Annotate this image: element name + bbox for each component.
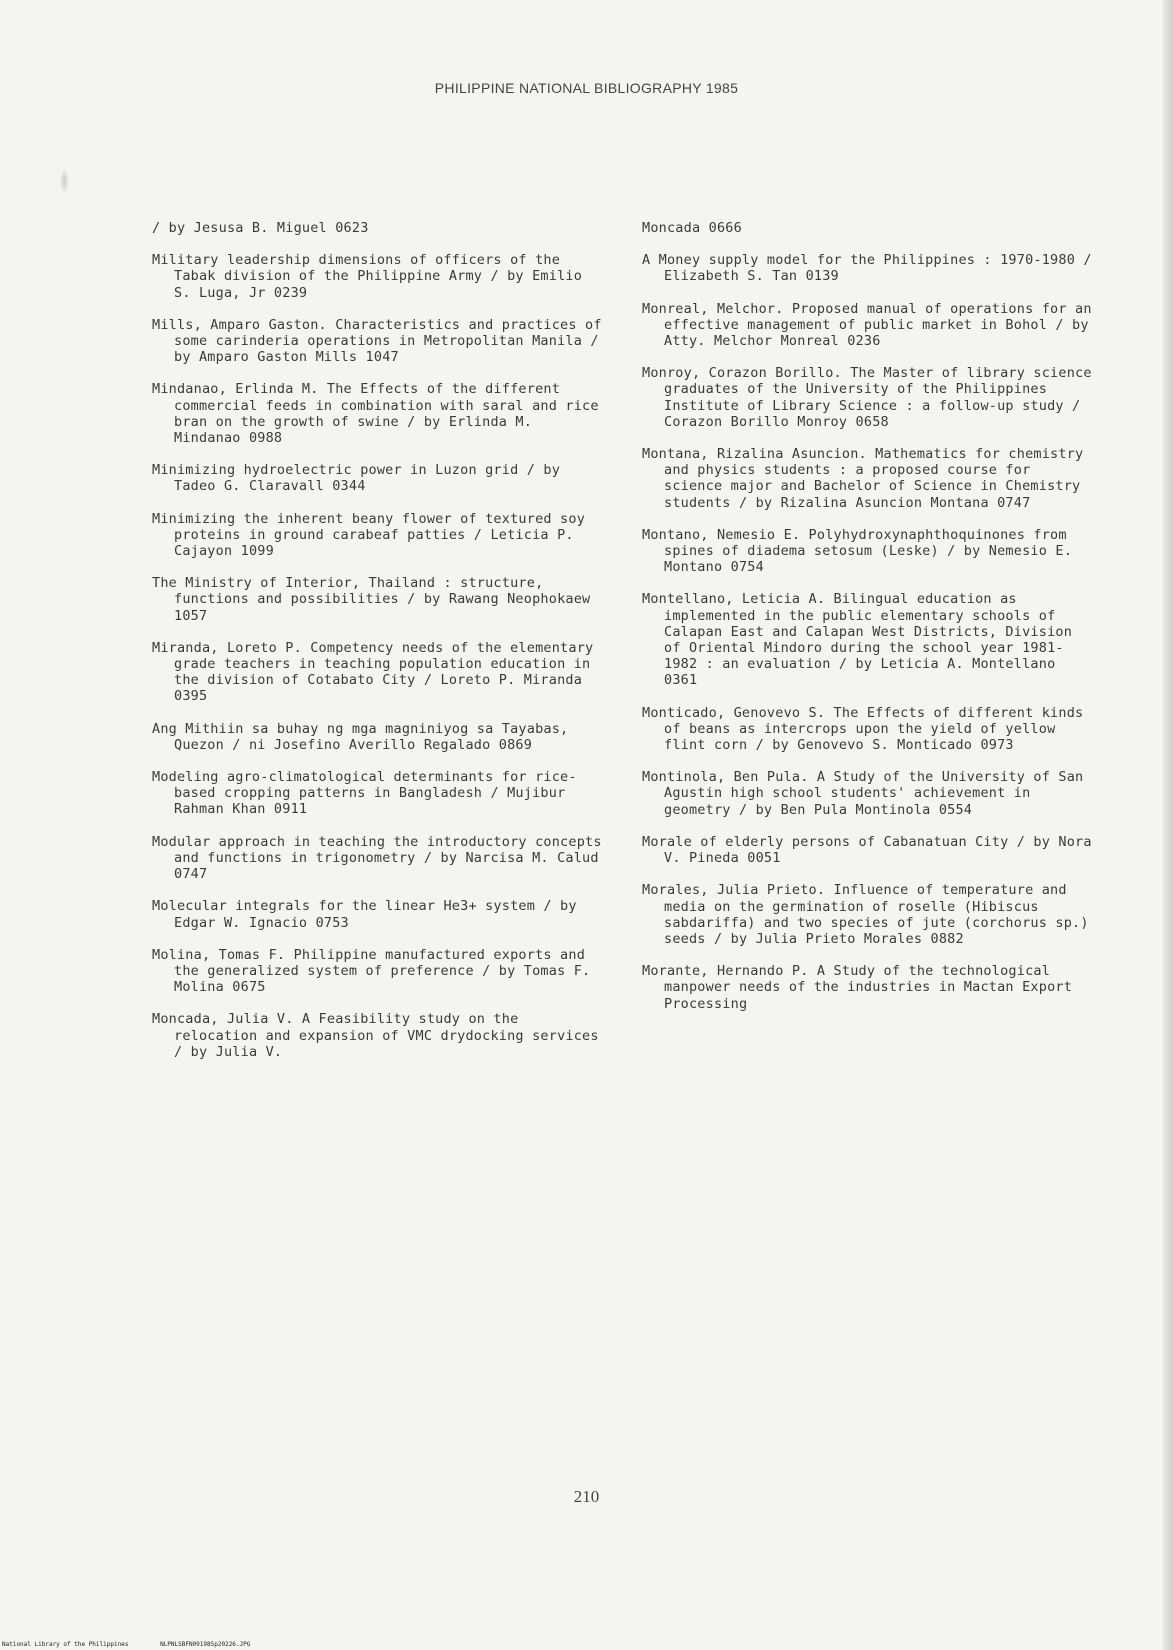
list-item: Morales, Julia Prieto. Influence of temperature and media on the germination of roselle (Hibiscus sabdariffa) and two species of jute (corchorus sp.) seeds / by Julia Prieto Morales 0882 <box>642 882 1089 947</box>
list-item: Mills, Amparo Gaston. Characteristics and practices of some carinderia operations in Metropolitan Manila / by Amparo Gaston Mills 1047 <box>152 316 602 366</box>
list-item: Military leadership dimensions of officers of the Tabak division of the Philippine Army / by Emilio S. Luga, Jr 0239 <box>152 252 583 301</box>
list-item: Molina, Tomas F. Philippine manufactured exports and the generalized system of preference / by Tomas F. Molina 0675 <box>152 946 591 996</box>
list-item: Molecular integrals for the linear He3+ system / by Edgar W. Ignacio 0753 <box>152 898 577 931</box>
list-item: Minimizing the inherent beany flower of textured soy proteins in ground carabeaf patties / Leticia P. Cajayon 1099 <box>152 510 586 560</box>
footer-filename: NLPNLSBFN091985p20226.JPG <box>160 1641 251 1648</box>
list-item: Moncada 0666 <box>642 220 742 236</box>
page-edge-shadow <box>1163 0 1173 1650</box>
list-item: Miranda, Loreto P. Competency needs of the elementary grade teachers in teaching population education in the division of Cotabato City / Loreto P. Miranda 0395 <box>152 639 594 705</box>
list-item: A Money supply model for the Philippines : 1970-1980 / Elizabeth S. Tan 0139 <box>642 252 1092 285</box>
footer-library: National Library of the Philippines <box>2 1641 129 1648</box>
left-column <box>152 220 602 1076</box>
list-item: Montellano, Leticia A. Bilingual education as implemented in the public elementary schools of Calapan East and Calapan West Districts, Division of Oriental Mindoro during the school year 1981-1982 : an evaluation / by Leticia A. Montellano 0361 <box>642 591 1073 689</box>
list-item: Monroy, Corazon Borillo. The Master of library science graduates of the University of the Philippines Institute of Library Science : a follow-up study / Corazon Borillo Monroy 0658 <box>642 365 1092 430</box>
list-item: Ang Mithiin sa buhay ng mga magniniyog sa Tayabas, Quezon / ni Josefino Averillo Regalado 0869 <box>152 720 569 753</box>
scan-artifact <box>60 168 69 194</box>
list-item: Montana, Rizalina Asuncion. Mathematics for chemistry and physics students : a proposed course for science major and Bachelor of Science in Chemistry students / by Rizalina Asuncion Montana 0747 <box>642 446 1084 511</box>
list-item: Monticado, Genovevo S. The Effects of different kinds of beans as intercrops upon the yield of yellow flint corn / by Genovevo S. Monticado 0973 <box>642 704 1084 754</box>
list-item: Moncada, Julia V. A Feasibility study on the relocation and expansion of VMC drydocking services / by Julia V. <box>152 1011 599 1060</box>
list-item: Montinola, Ben Pula. A Study of the University of San Agustin high school students' achievement in geometry / by Ben Pula Montinola 0554 <box>642 769 1084 818</box>
list-item: Morale of elderly persons of Cabanatuan City / by Nora V. Pineda 0051 <box>642 833 1092 867</box>
scan-footer <box>2 1641 278 1648</box>
list-item: Morante, Hernando P. A Study of the technological manpower needs of the industries in Mactan Export Processing <box>642 963 1073 1012</box>
list-item: Minimizing hydroelectric power in Luzon grid / by Tadeo G. Claravall 0344 <box>152 462 561 495</box>
page-header: PHILIPPINE NATIONAL BIBLIOGRAPHY 1985 <box>434 80 739 96</box>
right-column <box>642 220 1092 1028</box>
list-item: Montano, Nemesio E. Polyhydroxynaphthoquinones from spines of diadema setosum (Leske) / by Nemesio E. Montano 0754 <box>642 526 1073 576</box>
list-item: Monreal, Melchor. Proposed manual of operations for an effective management of public market in Bohol / by Atty. Melchor Monreal 0236 <box>642 300 1092 350</box>
list-item: / by Jesusa B. Miguel 0623 <box>152 220 369 236</box>
list-item: Modeling agro-climatological determinants for rice-based cropping patterns in Bangladesh / Mujibur Rahman Khan 0911 <box>152 769 577 818</box>
page-number: 210 <box>573 1487 600 1506</box>
list-item: Mindanao, Erlinda M. The Effects of the different commercial feeds in combination with saral and rice bran on the growth of swine / by Erlinda M. Mindanao 0988 <box>152 381 599 447</box>
list-item: The Ministry of Interior, Thailand : structure, functions and possibilities / by Rawang Neophokaew 1057 <box>152 575 591 624</box>
list-item: Modular approach in teaching the introductory concepts and functions in trigonometry / by Narcisa M. Calud 0747 <box>152 833 602 883</box>
